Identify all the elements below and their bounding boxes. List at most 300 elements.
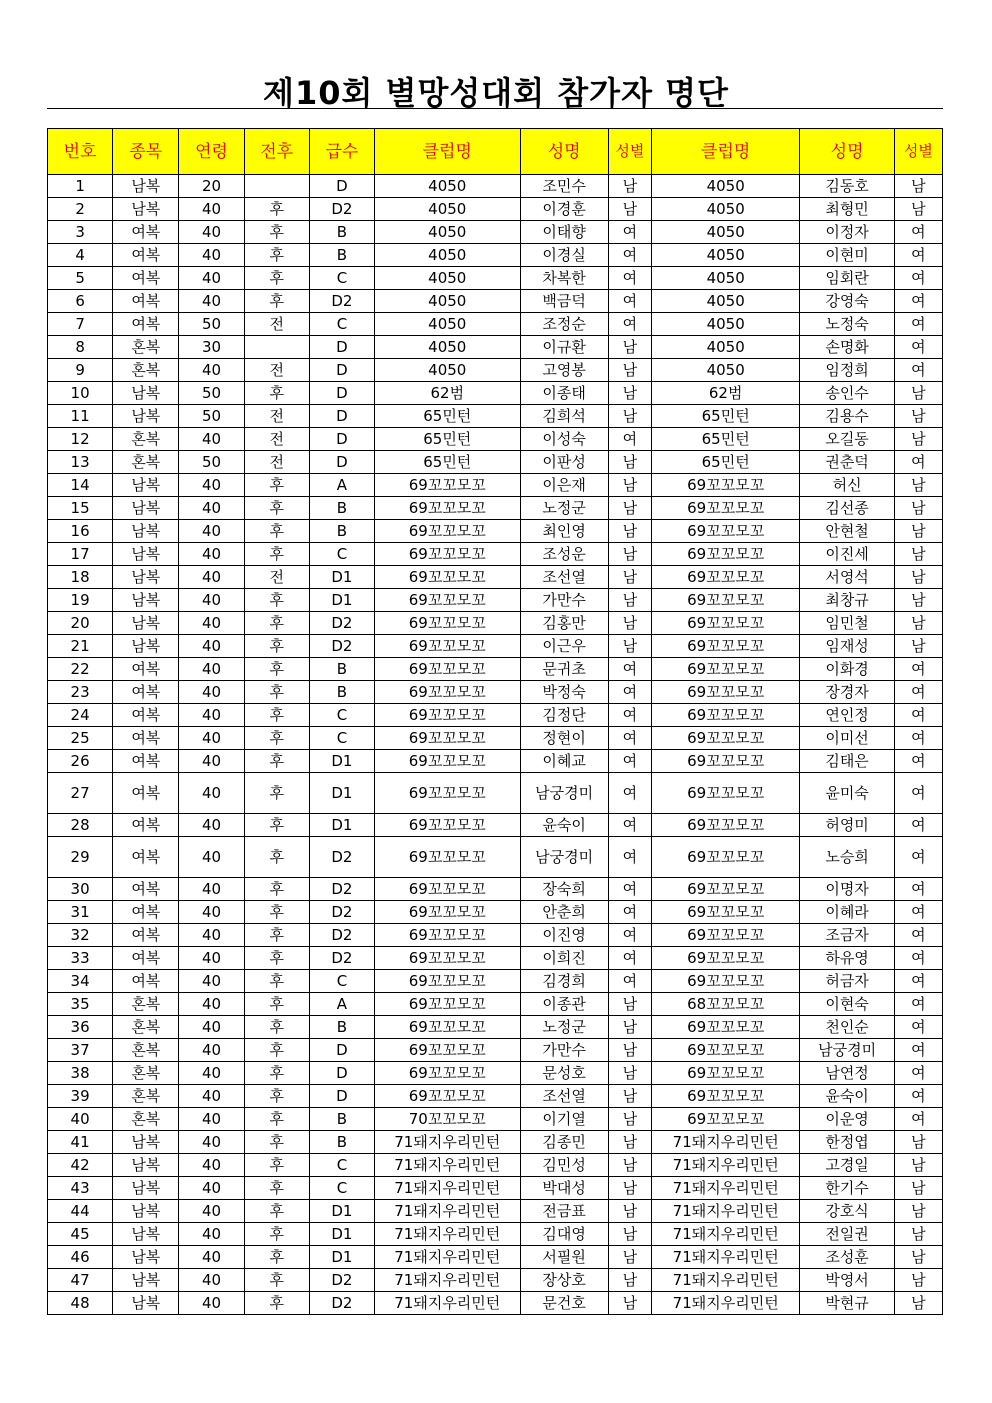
cell-grade: D <box>309 175 374 198</box>
cell-name-1: 이태향 <box>520 221 608 244</box>
cell-club-1: 62범 <box>375 382 520 405</box>
cell-club-2: 69꼬꼬모꼬 <box>651 1108 799 1131</box>
col-header-age: 연령 <box>179 129 244 175</box>
cell-gender-2: 남 <box>894 175 942 198</box>
cell-event: 여복 <box>113 970 179 993</box>
cell-club-2: 71돼지우리민턴 <box>651 1154 799 1177</box>
cell-age: 40 <box>179 727 244 750</box>
cell-half: 후 <box>244 1085 309 1108</box>
cell-club-2: 4050 <box>651 244 799 267</box>
cell-gender-1: 남 <box>608 1223 651 1246</box>
cell-club-1: 71돼지우리민턴 <box>375 1223 520 1246</box>
cell-name-2: 허금자 <box>800 970 894 993</box>
cell-club-1: 69꼬꼬모꼬 <box>375 520 520 543</box>
cell-club-1: 69꼬꼬모꼬 <box>375 589 520 612</box>
cell-half: 후 <box>244 750 309 773</box>
cell-grade: D1 <box>309 773 374 814</box>
cell-name-2: 한정엽 <box>800 1131 894 1154</box>
cell-grade: D2 <box>309 635 374 658</box>
col-header-event: 종목 <box>113 129 179 175</box>
cell-event: 남복 <box>113 520 179 543</box>
cell-grade: D2 <box>309 198 374 221</box>
cell-name-2: 최형민 <box>800 198 894 221</box>
cell-club-2: 69꼬꼬모꼬 <box>651 814 799 837</box>
cell-gender-2: 남 <box>894 1131 942 1154</box>
cell-age: 40 <box>179 658 244 681</box>
cell-name-2: 이진세 <box>800 543 894 566</box>
cell-event: 여복 <box>113 814 179 837</box>
cell-event: 혼복 <box>113 1108 179 1131</box>
cell-name-2: 강호식 <box>800 1200 894 1223</box>
cell-gender-1: 여 <box>608 878 651 901</box>
cell-gender-2: 남 <box>894 612 942 635</box>
cell-grade: C <box>309 267 374 290</box>
table-row <box>48 1131 943 1154</box>
cell-age: 40 <box>179 993 244 1016</box>
cell-half: 후 <box>244 244 309 267</box>
cell-half <box>244 175 309 198</box>
cell-club-1: 69꼬꼬모꼬 <box>375 878 520 901</box>
cell-grade: D <box>309 382 374 405</box>
cell-name-1: 조성운 <box>520 543 608 566</box>
cell-name-1: 이경훈 <box>520 198 608 221</box>
table-row <box>48 658 943 681</box>
cell-name-1: 조정순 <box>520 313 608 336</box>
cell-gender-1: 남 <box>608 359 651 382</box>
cell-gender-1: 남 <box>608 1016 651 1039</box>
cell-club-2: 4050 <box>651 198 799 221</box>
cell-age: 50 <box>179 451 244 474</box>
cell-grade: D <box>309 1062 374 1085</box>
cell-name-1: 조민수 <box>520 175 608 198</box>
cell-event: 여복 <box>113 947 179 970</box>
cell-gender-1: 여 <box>608 727 651 750</box>
cell-event: 여복 <box>113 837 179 878</box>
cell-age: 40 <box>179 1246 244 1269</box>
cell-gender-1: 남 <box>608 405 651 428</box>
cell-club-1: 69꼬꼬모꼬 <box>375 635 520 658</box>
cell-gender-2: 여 <box>894 837 942 878</box>
cell-event: 남복 <box>113 612 179 635</box>
cell-event: 혼복 <box>113 1062 179 1085</box>
cell-grade: D <box>309 405 374 428</box>
cell-gender-1: 남 <box>608 1246 651 1269</box>
cell-gender-2: 여 <box>894 947 942 970</box>
table-row <box>48 1108 943 1131</box>
cell-half: 후 <box>244 727 309 750</box>
cell-name-1: 김대영 <box>520 1223 608 1246</box>
cell-event: 남복 <box>113 1246 179 1269</box>
cell-event: 여복 <box>113 658 179 681</box>
cell-number: 40 <box>48 1108 113 1131</box>
cell-age: 40 <box>179 1085 244 1108</box>
cell-age: 40 <box>179 1177 244 1200</box>
cell-name-1: 서필원 <box>520 1246 608 1269</box>
cell-number: 11 <box>48 405 113 428</box>
table-row <box>48 589 943 612</box>
cell-club-2: 4050 <box>651 359 799 382</box>
cell-club-2: 69꼬꼬모꼬 <box>651 750 799 773</box>
cell-age: 40 <box>179 290 244 313</box>
cell-name-1: 안춘희 <box>520 901 608 924</box>
cell-grade: D <box>309 451 374 474</box>
table-row <box>48 267 943 290</box>
table-row <box>48 727 943 750</box>
cell-half: 후 <box>244 635 309 658</box>
cell-gender-2: 남 <box>894 589 942 612</box>
cell-number: 36 <box>48 1016 113 1039</box>
cell-club-1: 65민턴 <box>375 405 520 428</box>
cell-gender-2: 남 <box>894 543 942 566</box>
cell-half: 후 <box>244 1016 309 1039</box>
cell-number: 18 <box>48 566 113 589</box>
cell-half <box>244 336 309 359</box>
cell-name-2: 임회란 <box>800 267 894 290</box>
cell-age: 40 <box>179 497 244 520</box>
table-row <box>48 497 943 520</box>
cell-grade: D2 <box>309 612 374 635</box>
cell-age: 40 <box>179 924 244 947</box>
cell-grade: B <box>309 221 374 244</box>
table-row <box>48 878 943 901</box>
cell-name-2: 권춘덕 <box>800 451 894 474</box>
cell-number: 25 <box>48 727 113 750</box>
cell-club-1: 4050 <box>375 244 520 267</box>
cell-club-2: 4050 <box>651 313 799 336</box>
cell-name-2: 오길동 <box>800 428 894 451</box>
cell-age: 40 <box>179 520 244 543</box>
cell-name-1: 문성호 <box>520 1062 608 1085</box>
cell-number: 42 <box>48 1154 113 1177</box>
cell-number: 33 <box>48 947 113 970</box>
cell-club-2: 4050 <box>651 290 799 313</box>
cell-event: 남복 <box>113 1131 179 1154</box>
table-row <box>48 924 943 947</box>
table-row <box>48 543 943 566</box>
cell-name-1: 이진영 <box>520 924 608 947</box>
cell-number: 43 <box>48 1177 113 1200</box>
table-row <box>48 635 943 658</box>
cell-club-1: 4050 <box>375 313 520 336</box>
cell-grade: C <box>309 970 374 993</box>
cell-number: 44 <box>48 1200 113 1223</box>
cell-age: 40 <box>179 1062 244 1085</box>
cell-gender-2: 남 <box>894 497 942 520</box>
cell-gender-2: 여 <box>894 970 942 993</box>
cell-name-2: 하유영 <box>800 947 894 970</box>
cell-gender-1: 남 <box>608 635 651 658</box>
cell-event: 남복 <box>113 1177 179 1200</box>
cell-name-2: 한기수 <box>800 1177 894 1200</box>
cell-name-1: 장숙희 <box>520 878 608 901</box>
cell-name-1: 김홍만 <box>520 612 608 635</box>
cell-club-2: 69꼬꼬모꼬 <box>651 837 799 878</box>
cell-club-1: 4050 <box>375 198 520 221</box>
cell-gender-1: 남 <box>608 497 651 520</box>
col-header-club-1: 클럽명 <box>375 129 520 175</box>
cell-gender-2: 여 <box>894 290 942 313</box>
cell-age: 40 <box>179 474 244 497</box>
cell-age: 40 <box>179 428 244 451</box>
cell-half: 후 <box>244 773 309 814</box>
cell-name-2: 노정숙 <box>800 313 894 336</box>
cell-gender-2: 남 <box>894 1200 942 1223</box>
cell-gender-1: 남 <box>608 175 651 198</box>
cell-grade: D2 <box>309 1292 374 1315</box>
cell-age: 40 <box>179 543 244 566</box>
cell-gender-1: 여 <box>608 221 651 244</box>
cell-event: 남복 <box>113 1292 179 1315</box>
cell-name-2: 윤숙이 <box>800 1085 894 1108</box>
cell-name-2: 이혜라 <box>800 901 894 924</box>
cell-gender-2: 여 <box>894 336 942 359</box>
cell-name-2: 김태은 <box>800 750 894 773</box>
cell-club-2: 65민턴 <box>651 451 799 474</box>
table-row <box>48 520 943 543</box>
cell-half: 전 <box>244 451 309 474</box>
cell-event: 남복 <box>113 1269 179 1292</box>
cell-half: 후 <box>244 1177 309 1200</box>
cell-half: 전 <box>244 313 309 336</box>
cell-gender-1: 여 <box>608 681 651 704</box>
cell-club-2: 69꼬꼬모꼬 <box>651 589 799 612</box>
cell-name-1: 조선열 <box>520 1085 608 1108</box>
page-title: 제10회 별망성대회 참가자 명단 <box>263 74 729 112</box>
cell-name-2: 임정희 <box>800 359 894 382</box>
cell-name-2: 허신 <box>800 474 894 497</box>
cell-club-2: 71돼지우리민턴 <box>651 1246 799 1269</box>
cell-event: 혼복 <box>113 1016 179 1039</box>
cell-name-2: 김선종 <box>800 497 894 520</box>
cell-gender-2: 여 <box>894 681 942 704</box>
cell-gender-1: 남 <box>608 1131 651 1154</box>
cell-number: 15 <box>48 497 113 520</box>
cell-age: 40 <box>179 612 244 635</box>
cell-name-2: 박영서 <box>800 1269 894 1292</box>
cell-name-1: 박정숙 <box>520 681 608 704</box>
cell-grade: C <box>309 1177 374 1200</box>
table-row <box>48 681 943 704</box>
cell-gender-1: 여 <box>608 704 651 727</box>
cell-half: 후 <box>244 681 309 704</box>
cell-event: 혼복 <box>113 428 179 451</box>
cell-grade: C <box>309 313 374 336</box>
cell-name-1: 이근우 <box>520 635 608 658</box>
cell-gender-1: 여 <box>608 428 651 451</box>
cell-club-2: 69꼬꼬모꼬 <box>651 1016 799 1039</box>
cell-club-1: 69꼬꼬모꼬 <box>375 681 520 704</box>
cell-club-1: 69꼬꼬모꼬 <box>375 704 520 727</box>
cell-number: 4 <box>48 244 113 267</box>
table-row <box>48 221 943 244</box>
cell-name-2: 서영석 <box>800 566 894 589</box>
table-row <box>48 1223 943 1246</box>
cell-number: 41 <box>48 1131 113 1154</box>
cell-club-2: 69꼬꼬모꼬 <box>651 474 799 497</box>
cell-half: 후 <box>244 837 309 878</box>
cell-number: 48 <box>48 1292 113 1315</box>
cell-gender-1: 남 <box>608 1062 651 1085</box>
cell-age: 40 <box>179 1016 244 1039</box>
cell-half: 후 <box>244 993 309 1016</box>
cell-club-1: 4050 <box>375 336 520 359</box>
col-header-number: 번호 <box>48 129 113 175</box>
table-row <box>48 175 943 198</box>
cell-grade: B <box>309 1108 374 1131</box>
cell-grade: D2 <box>309 924 374 947</box>
cell-age: 40 <box>179 1269 244 1292</box>
cell-half: 후 <box>244 1154 309 1177</box>
cell-number: 17 <box>48 543 113 566</box>
cell-name-2: 이현미 <box>800 244 894 267</box>
cell-number: 20 <box>48 612 113 635</box>
cell-gender-1: 여 <box>608 901 651 924</box>
cell-club-1: 69꼬꼬모꼬 <box>375 814 520 837</box>
cell-age: 50 <box>179 313 244 336</box>
cell-half: 후 <box>244 970 309 993</box>
table-row <box>48 947 943 970</box>
cell-gender-2: 여 <box>894 1016 942 1039</box>
cell-name-1: 백금덕 <box>520 290 608 313</box>
cell-half: 후 <box>244 543 309 566</box>
cell-name-2: 이현숙 <box>800 993 894 1016</box>
cell-grade: B <box>309 658 374 681</box>
cell-name-2: 손명화 <box>800 336 894 359</box>
cell-gender-1: 남 <box>608 1269 651 1292</box>
cell-event: 남복 <box>113 175 179 198</box>
cell-number: 16 <box>48 520 113 543</box>
cell-number: 29 <box>48 837 113 878</box>
cell-event: 혼복 <box>113 1085 179 1108</box>
cell-club-1: 71돼지우리민턴 <box>375 1200 520 1223</box>
cell-number: 24 <box>48 704 113 727</box>
cell-gender-2: 남 <box>894 1177 942 1200</box>
cell-name-2: 강영숙 <box>800 290 894 313</box>
cell-name-2: 고경일 <box>800 1154 894 1177</box>
cell-name-1: 노정군 <box>520 497 608 520</box>
cell-name-2: 전일권 <box>800 1223 894 1246</box>
cell-name-1: 김희석 <box>520 405 608 428</box>
cell-half: 전 <box>244 428 309 451</box>
cell-number: 34 <box>48 970 113 993</box>
table-row <box>48 1246 943 1269</box>
cell-gender-2: 여 <box>894 658 942 681</box>
cell-name-1: 문건호 <box>520 1292 608 1315</box>
cell-grade: C <box>309 727 374 750</box>
cell-club-1: 69꼬꼬모꼬 <box>375 474 520 497</box>
table-row <box>48 814 943 837</box>
cell-club-1: 4050 <box>375 359 520 382</box>
cell-half: 후 <box>244 267 309 290</box>
cell-half: 후 <box>244 589 309 612</box>
cell-age: 40 <box>179 837 244 878</box>
cell-event: 남복 <box>113 497 179 520</box>
cell-grade: D2 <box>309 837 374 878</box>
cell-club-1: 71돼지우리민턴 <box>375 1177 520 1200</box>
cell-club-2: 4050 <box>651 267 799 290</box>
cell-half: 전 <box>244 566 309 589</box>
cell-grade: B <box>309 1131 374 1154</box>
cell-event: 여복 <box>113 267 179 290</box>
cell-grade: B <box>309 497 374 520</box>
cell-club-2: 69꼬꼬모꼬 <box>651 1085 799 1108</box>
cell-grade: C <box>309 704 374 727</box>
cell-number: 14 <box>48 474 113 497</box>
cell-event: 남복 <box>113 1223 179 1246</box>
cell-grade: D <box>309 359 374 382</box>
cell-gender-2: 남 <box>894 474 942 497</box>
table-row <box>48 566 943 589</box>
cell-age: 40 <box>179 1292 244 1315</box>
cell-age: 40 <box>179 1131 244 1154</box>
cell-club-1: 69꼬꼬모꼬 <box>375 543 520 566</box>
cell-club-1: 69꼬꼬모꼬 <box>375 612 520 635</box>
col-header-club-2: 클럽명 <box>651 129 799 175</box>
title-underline <box>47 108 943 109</box>
cell-club-1: 69꼬꼬모꼬 <box>375 947 520 970</box>
cell-gender-1: 남 <box>608 1085 651 1108</box>
participant-table <box>47 128 943 1315</box>
table-row <box>48 1085 943 1108</box>
cell-gender-1: 여 <box>608 924 651 947</box>
cell-club-1: 69꼬꼬모꼬 <box>375 901 520 924</box>
cell-age: 20 <box>179 175 244 198</box>
cell-name-2: 남연정 <box>800 1062 894 1085</box>
cell-name-1: 박대성 <box>520 1177 608 1200</box>
cell-name-1: 김종민 <box>520 1131 608 1154</box>
cell-half: 후 <box>244 1292 309 1315</box>
col-header-name-1: 성명 <box>520 129 608 175</box>
cell-name-1: 조선열 <box>520 566 608 589</box>
cell-grade: D1 <box>309 1223 374 1246</box>
cell-number: 21 <box>48 635 113 658</box>
col-header-grade: 급수 <box>309 129 374 175</box>
cell-gender-1: 여 <box>608 267 651 290</box>
cell-name-2: 김용수 <box>800 405 894 428</box>
cell-event: 남복 <box>113 635 179 658</box>
cell-age: 40 <box>179 221 244 244</box>
cell-club-2: 69꼬꼬모꼬 <box>651 878 799 901</box>
cell-gender-1: 남 <box>608 1177 651 1200</box>
cell-age: 40 <box>179 1039 244 1062</box>
cell-name-2: 송인수 <box>800 382 894 405</box>
cell-gender-1: 여 <box>608 970 651 993</box>
cell-number: 38 <box>48 1062 113 1085</box>
cell-name-2: 노승희 <box>800 837 894 878</box>
cell-gender-2: 남 <box>894 405 942 428</box>
cell-club-2: 69꼬꼬모꼬 <box>651 1062 799 1085</box>
cell-gender-1: 남 <box>608 993 651 1016</box>
table-row <box>48 428 943 451</box>
cell-number: 30 <box>48 878 113 901</box>
cell-half: 후 <box>244 1200 309 1223</box>
cell-club-1: 69꼬꼬모꼬 <box>375 727 520 750</box>
cell-club-1: 69꼬꼬모꼬 <box>375 1085 520 1108</box>
cell-club-1: 69꼬꼬모꼬 <box>375 1062 520 1085</box>
cell-event: 혼복 <box>113 1039 179 1062</box>
cell-half: 후 <box>244 947 309 970</box>
cell-half: 후 <box>244 924 309 947</box>
cell-gender-1: 남 <box>608 198 651 221</box>
cell-grade: D1 <box>309 566 374 589</box>
cell-gender-2: 여 <box>894 901 942 924</box>
cell-gender-1: 여 <box>608 750 651 773</box>
cell-number: 6 <box>48 290 113 313</box>
cell-gender-1: 남 <box>608 543 651 566</box>
cell-club-2: 69꼬꼬모꼬 <box>651 635 799 658</box>
table-row <box>48 612 943 635</box>
cell-club-2: 62범 <box>651 382 799 405</box>
